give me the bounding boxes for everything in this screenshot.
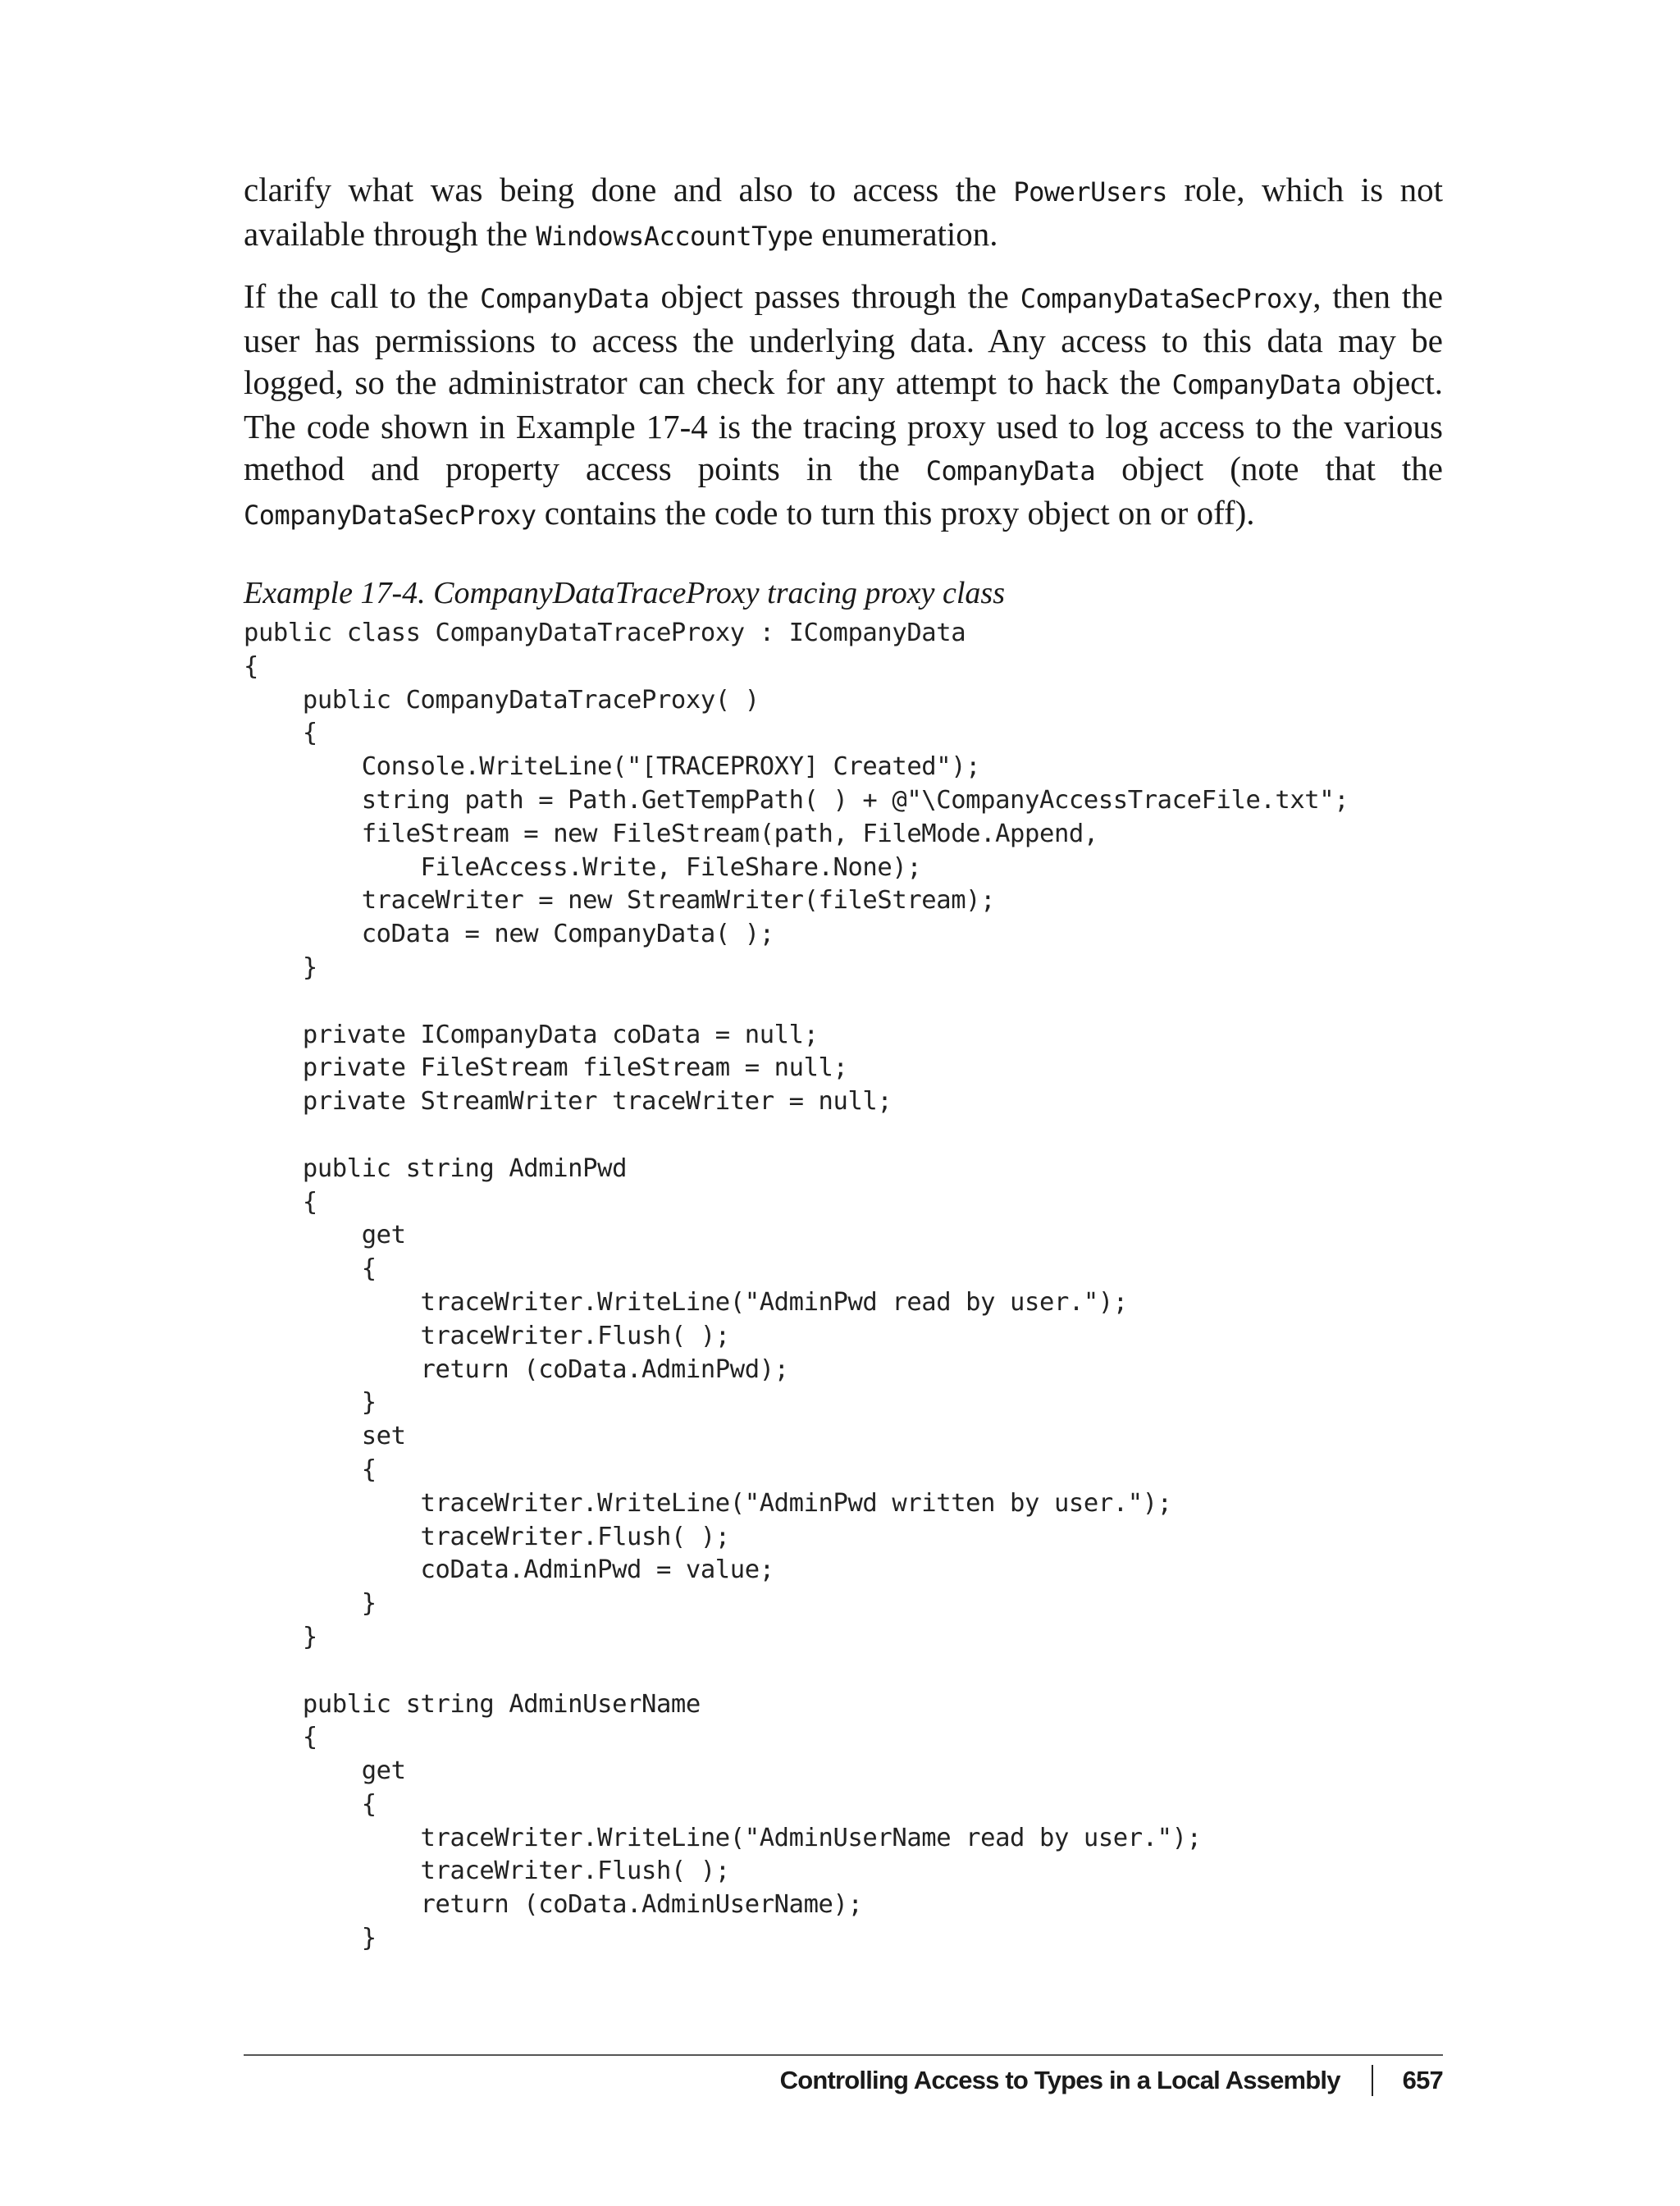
inline-code: WindowsAccountType [536,221,814,252]
inline-code: CompanyData [925,455,1096,486]
page-body [244,169,1443,1956]
inline-code: CompanyDataSecProxy [244,500,536,531]
inline-code: CompanyDataSecProxy [1020,283,1313,314]
page-number: 657 [1402,2066,1443,2094]
footer-separator [1372,2065,1373,2096]
example-caption: Example 17-4. CompanyDataTraceProxy tracing proxy class [244,576,1006,610]
footer-rule [244,2054,1443,2056]
footer-section-title: Controlling Access to Types in a Local Assembly [779,2066,1340,2094]
body-paragraph-2: If the call to the CompanyData object passes through the CompanyDataSecProxy, then the user has permissions to access the underlying data. Any access to this data may be logged, so the administrator can check for any attempt to hack the CompanyData object. The code shown in Example 17-4 is the tracing proxy used to log access to the various method and property access points in the CompanyData object (note that the CompanyDataSecProxy contains the code to turn this proxy object on or off). [244,277,1443,532]
body-paragraph-1: clarify what was being done and also to access the PowerUsers role, which is not available through the WindowsAccountType enumeration. [244,171,1443,253]
code-listing: public class CompanyDataTraceProxy : ICompanyData { public CompanyDataTraceProxy( ) { Console.WriteLine("[TRACEPROXY] Created"); string path = Path.GetTempPath( ) + @"\CompanyAccessTraceFile.txt"; fileStream = new FileStream(path, FileMode.Append, FileAccess.Write, FileShare.None); traceWriter = new StreamWriter(fileStream); coData = new CompanyData( ); } private ICompanyData coData = null; private FileStream fileStream = null; private StreamWriter traceWriter = null; public string AdminPwd { get { traceWriter.WriteLine("AdminPwd read by user."); traceWriter.Flush( ); return (coData.AdminPwd); } set { traceWriter.WriteLine("AdminPwd written by user."); traceWriter.Flush( ); coData.AdminPwd = value; } } public string AdminUserName { get { traceWriter.WriteLine("AdminUserName read by user."); traceWriter.Flush( ); return (coData.AdminUserName); } [244,619,1349,1953]
running-footer [780,2064,1443,2097]
inline-code: CompanyData [1171,369,1341,400]
inline-code: CompanyData [480,283,650,314]
inline-code: PowerUsers [1013,176,1167,208]
